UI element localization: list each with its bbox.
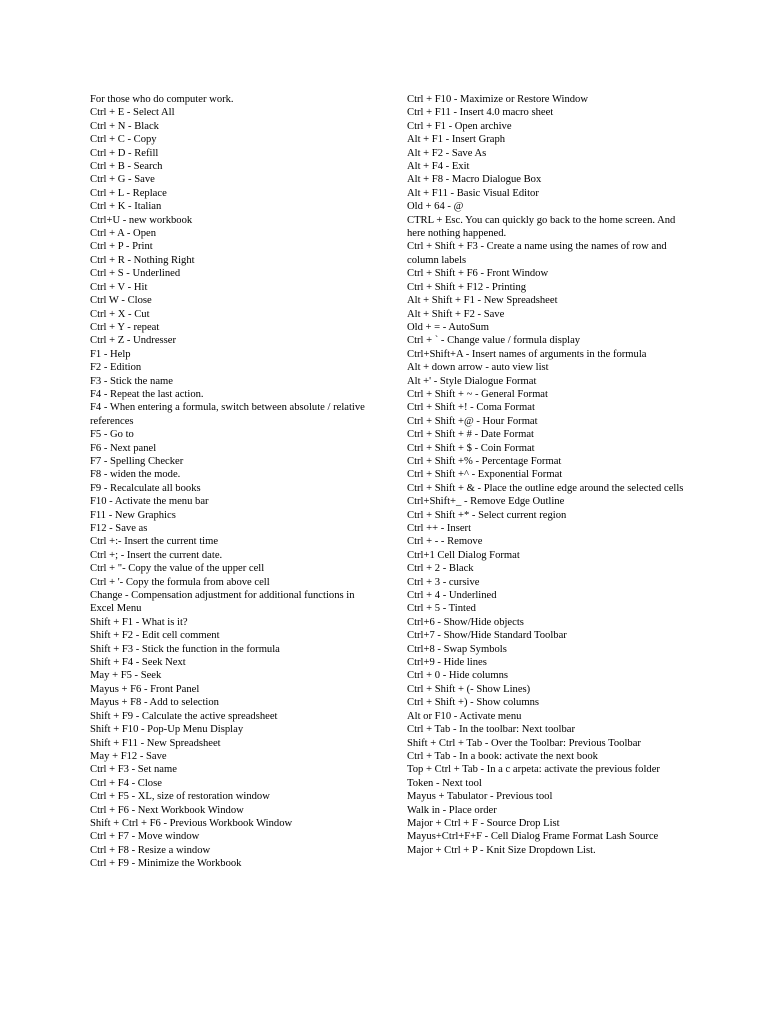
shortcut-line: Ctrl + D - Refill [90, 147, 159, 159]
shortcut-line: Shift + F4 - Seek Next [90, 657, 186, 669]
shortcut-line: Ctrl + Shift + (- Show Lines) [407, 683, 531, 695]
shortcut-line: Shift + Ctrl + F6 - Previous Workbook Window [90, 817, 293, 829]
shortcut-line: Ctrl+Shift+_ - Remove Edge Outline [407, 496, 565, 508]
shortcut-line: Mayus + Tabulator - Previous tool [407, 791, 553, 803]
shortcut-line: Mayus + F6 - Front Panel [90, 683, 200, 695]
shortcut-line: Shift + F9 - Calculate the active spreadsheet [90, 710, 278, 722]
shortcut-line: Ctrl + F8 - Resize a window [90, 844, 211, 856]
shortcut-line: Ctrl + Tab - In a book: activate the next book [407, 750, 598, 762]
shortcut-line: Ctrl + F11 - Insert 4.0 macro sheet [407, 107, 554, 119]
shortcut-line: Ctrl + 5 - Tinted [407, 603, 476, 615]
right-shortcut-column [407, 93, 692, 857]
shortcut-line: Ctrl + N - Black [90, 120, 159, 132]
shortcut-line: Ctrl + ` - Change value / formula display [407, 335, 581, 347]
shortcut-line: Ctrl + P - Print [90, 241, 153, 253]
shortcut-line: Ctrl + Shift + & - Place the outline edge around the selected cells [407, 482, 684, 494]
shortcut-line: Ctrl + - - Remove [407, 536, 483, 548]
shortcut-line: Ctrl + X - Cut [90, 308, 150, 320]
shortcut-line: Alt or F10 - Activate menu [407, 710, 522, 722]
shortcut-line: Top + Ctrl + Tab - In a c arpeta: activate the previous folder [407, 764, 660, 776]
shortcut-line: Ctrl + Shift +) - Show columns [407, 697, 540, 709]
shortcut-line: Ctrl+Shift+A - Insert names of arguments in the formula [407, 348, 647, 360]
shortcut-line: Ctrl+U - new workbook [90, 214, 193, 226]
shortcut-line: F4 - Repeat the last action. [90, 388, 204, 400]
shortcut-line: Ctrl+1 Cell Dialog Format [407, 549, 520, 561]
shortcut-line: Ctrl + Shift + F3 - Create a name using the names of row and column labels [407, 241, 667, 266]
shortcut-line: Ctrl + Shift +! - Coma Format [407, 402, 535, 414]
shortcut-line: F12 - Save as [90, 523, 148, 534]
shortcut-line: Ctrl + 0 - Hide columns [407, 670, 509, 682]
shortcut-line: Change - Compensation adjustment for additional functions in Excel Menu [90, 590, 355, 615]
shortcut-line: Shift + F1 - What is it? [90, 616, 188, 628]
shortcut-line: F6 - Next panel [90, 442, 157, 454]
shortcut-line: Alt + down arrow - auto view list [407, 362, 549, 374]
shortcut-line: F9 - Recalculate all books [90, 482, 201, 494]
shortcut-line: Alt + F8 - Macro Dialogue Box [407, 174, 542, 186]
shortcut-line: Walk in - Place order [407, 804, 497, 816]
shortcut-line: Ctrl+8 - Swap Symbols [407, 643, 507, 655]
shortcut-line: Ctrl+7 - Show/Hide Standard Toolbar [407, 630, 567, 642]
shortcut-line: Alt +' - Style Dialogue Format [407, 375, 537, 387]
shortcut-line: Old + 64 - @ [407, 201, 464, 213]
shortcut-line: Ctrl + Tab - In the toolbar: Next toolbar [407, 724, 576, 736]
shortcut-line: Alt + F11 - Basic Visual Editor [407, 187, 539, 199]
shortcut-line: Ctrl + 3 - cursive [407, 576, 480, 588]
shortcut-line: Ctrl +; - Insert the current date. [90, 549, 223, 561]
shortcut-line: Ctrl + '- Copy the formula from above cell [90, 576, 270, 588]
shortcut-line: Shift + F2 - Edit cell comment [90, 630, 220, 642]
shortcut-line: Ctrl W - Close [90, 295, 152, 307]
shortcut-line: Ctrl + A - Open [90, 228, 157, 240]
shortcut-line: Ctrl + Shift + ~ - General Format [407, 388, 548, 400]
shortcut-line: CTRL + Esc. You can quickly go back to the home screen. And here nothing happened. [407, 214, 676, 240]
shortcut-line: Ctrl ++ - Insert [407, 523, 472, 534]
shortcut-line: Ctrl + "- Copy the value of the upper cell [90, 563, 265, 575]
shortcut-line: Shift + Ctrl + Tab - Over the Toolbar: Previous Toolbar [407, 737, 641, 749]
left-shortcut-column [90, 93, 380, 871]
shortcut-line: Ctrl + F4 - Close [90, 777, 162, 789]
shortcut-line: Ctrl +:- Insert the current time [90, 536, 219, 548]
shortcut-line: Ctrl + Shift +* - Select current region [407, 509, 567, 521]
shortcut-line: F3 - Stick the name [90, 375, 173, 387]
shortcut-line: F10 - Activate the menu bar [90, 496, 209, 508]
shortcut-line: May + F12 - Save [90, 750, 167, 762]
shortcut-line: Ctrl + V - Hit [90, 281, 148, 293]
shortcut-line: Ctrl + F9 - Minimize the Workbook [90, 858, 242, 870]
shortcut-line: Ctrl + 2 - Black [407, 563, 474, 575]
shortcut-line: Ctrl + R - Nothing Right [90, 254, 195, 266]
shortcut-line: Ctrl+9 - Hide lines [407, 657, 487, 669]
shortcut-line: Ctrl + 4 - Underlined [407, 590, 497, 602]
shortcut-line: Ctrl + Y - repeat [90, 321, 160, 333]
shortcut-line: For those who do computer work. [90, 94, 234, 105]
shortcut-line: Ctrl + F10 - Maximize or Restore Window [407, 94, 589, 105]
shortcut-line: Alt + F2 - Save As [407, 147, 487, 159]
shortcut-line: F5 - Go to [90, 429, 134, 441]
shortcut-line: Ctrl + Shift +@ - Hour Format [407, 415, 538, 427]
shortcut-line: Ctrl + K - Italian [90, 201, 162, 213]
shortcut-line: F2 - Edition [90, 362, 142, 374]
shortcut-line: Ctrl + Shift +% - Percentage Format [407, 455, 562, 467]
shortcut-line: Ctrl + B - Search [90, 161, 163, 173]
shortcut-line: F11 - New Graphics [90, 509, 176, 521]
shortcut-line: Ctrl + Shift + F6 - Front Window [407, 268, 549, 280]
shortcut-line: F8 - widen the mode. [90, 469, 181, 481]
shortcut-line: Ctrl + F7 - Move window [90, 831, 200, 843]
shortcut-line: Ctrl + C - Copy [90, 134, 157, 146]
shortcut-line: Major + Ctrl + F - Source Drop List [407, 817, 560, 829]
shortcut-line: Ctrl + E - Select All [90, 107, 175, 119]
shortcut-line: Ctrl + L - Replace [90, 187, 167, 199]
shortcut-line: F7 - Spelling Checker [90, 455, 184, 467]
shortcut-line: Ctrl + F3 - Set name [90, 764, 177, 776]
shortcut-line: Old + = - AutoSum [407, 321, 489, 333]
shortcut-line: Major + Ctrl + P - Knit Size Dropdown List. [407, 844, 596, 856]
shortcut-line: Ctrl + G - Save [90, 174, 155, 186]
shortcut-line: Mayus+Ctrl+F+F - Cell Dialog Frame Format Lash Source [407, 831, 659, 843]
shortcut-line: Ctrl + Shift + # - Date Format [407, 429, 534, 441]
shortcut-line: F1 - Help [90, 348, 131, 360]
shortcut-line: Ctrl + Z - Undresser [90, 335, 176, 347]
shortcut-line: Shift + F11 - New Spreadsheet [90, 737, 221, 749]
shortcut-line: Ctrl + Shift + $ - Coin Format [407, 442, 535, 454]
shortcut-line: Token - Next tool [407, 777, 482, 789]
shortcut-line: F4 - When entering a formula, switch between absolute / relative references [90, 402, 365, 427]
shortcut-line: Alt + Shift + F2 - Save [407, 308, 505, 320]
shortcut-line: Alt + F4 - Exit [407, 161, 470, 173]
shortcut-line: May + F5 - Seek [90, 670, 162, 682]
shortcut-line: Ctrl+6 - Show/Hide objects [407, 616, 524, 628]
shortcut-line: Ctrl + Shift +^ - Exponential Format [407, 469, 563, 481]
shortcut-line: Ctrl + F5 - XL, size of restoration window [90, 791, 270, 803]
shortcut-line: Alt + Shift + F1 - New Spreadsheet [407, 295, 558, 307]
shortcut-line: Ctrl + S - Underlined [90, 268, 181, 280]
shortcut-line: Ctrl + F1 - Open archive [407, 120, 512, 132]
shortcut-line: Mayus + F8 - Add to selection [90, 697, 219, 709]
shortcut-line: Alt + F1 - Insert Graph [407, 134, 506, 146]
shortcut-line: Ctrl + Shift + F12 - Printing [407, 281, 527, 293]
shortcut-line: Shift + F10 - Pop-Up Menu Display [90, 724, 244, 736]
shortcut-line: Ctrl + F6 - Next Workbook Window [90, 804, 244, 816]
shortcut-line: Shift + F3 - Stick the function in the formula [90, 643, 280, 655]
